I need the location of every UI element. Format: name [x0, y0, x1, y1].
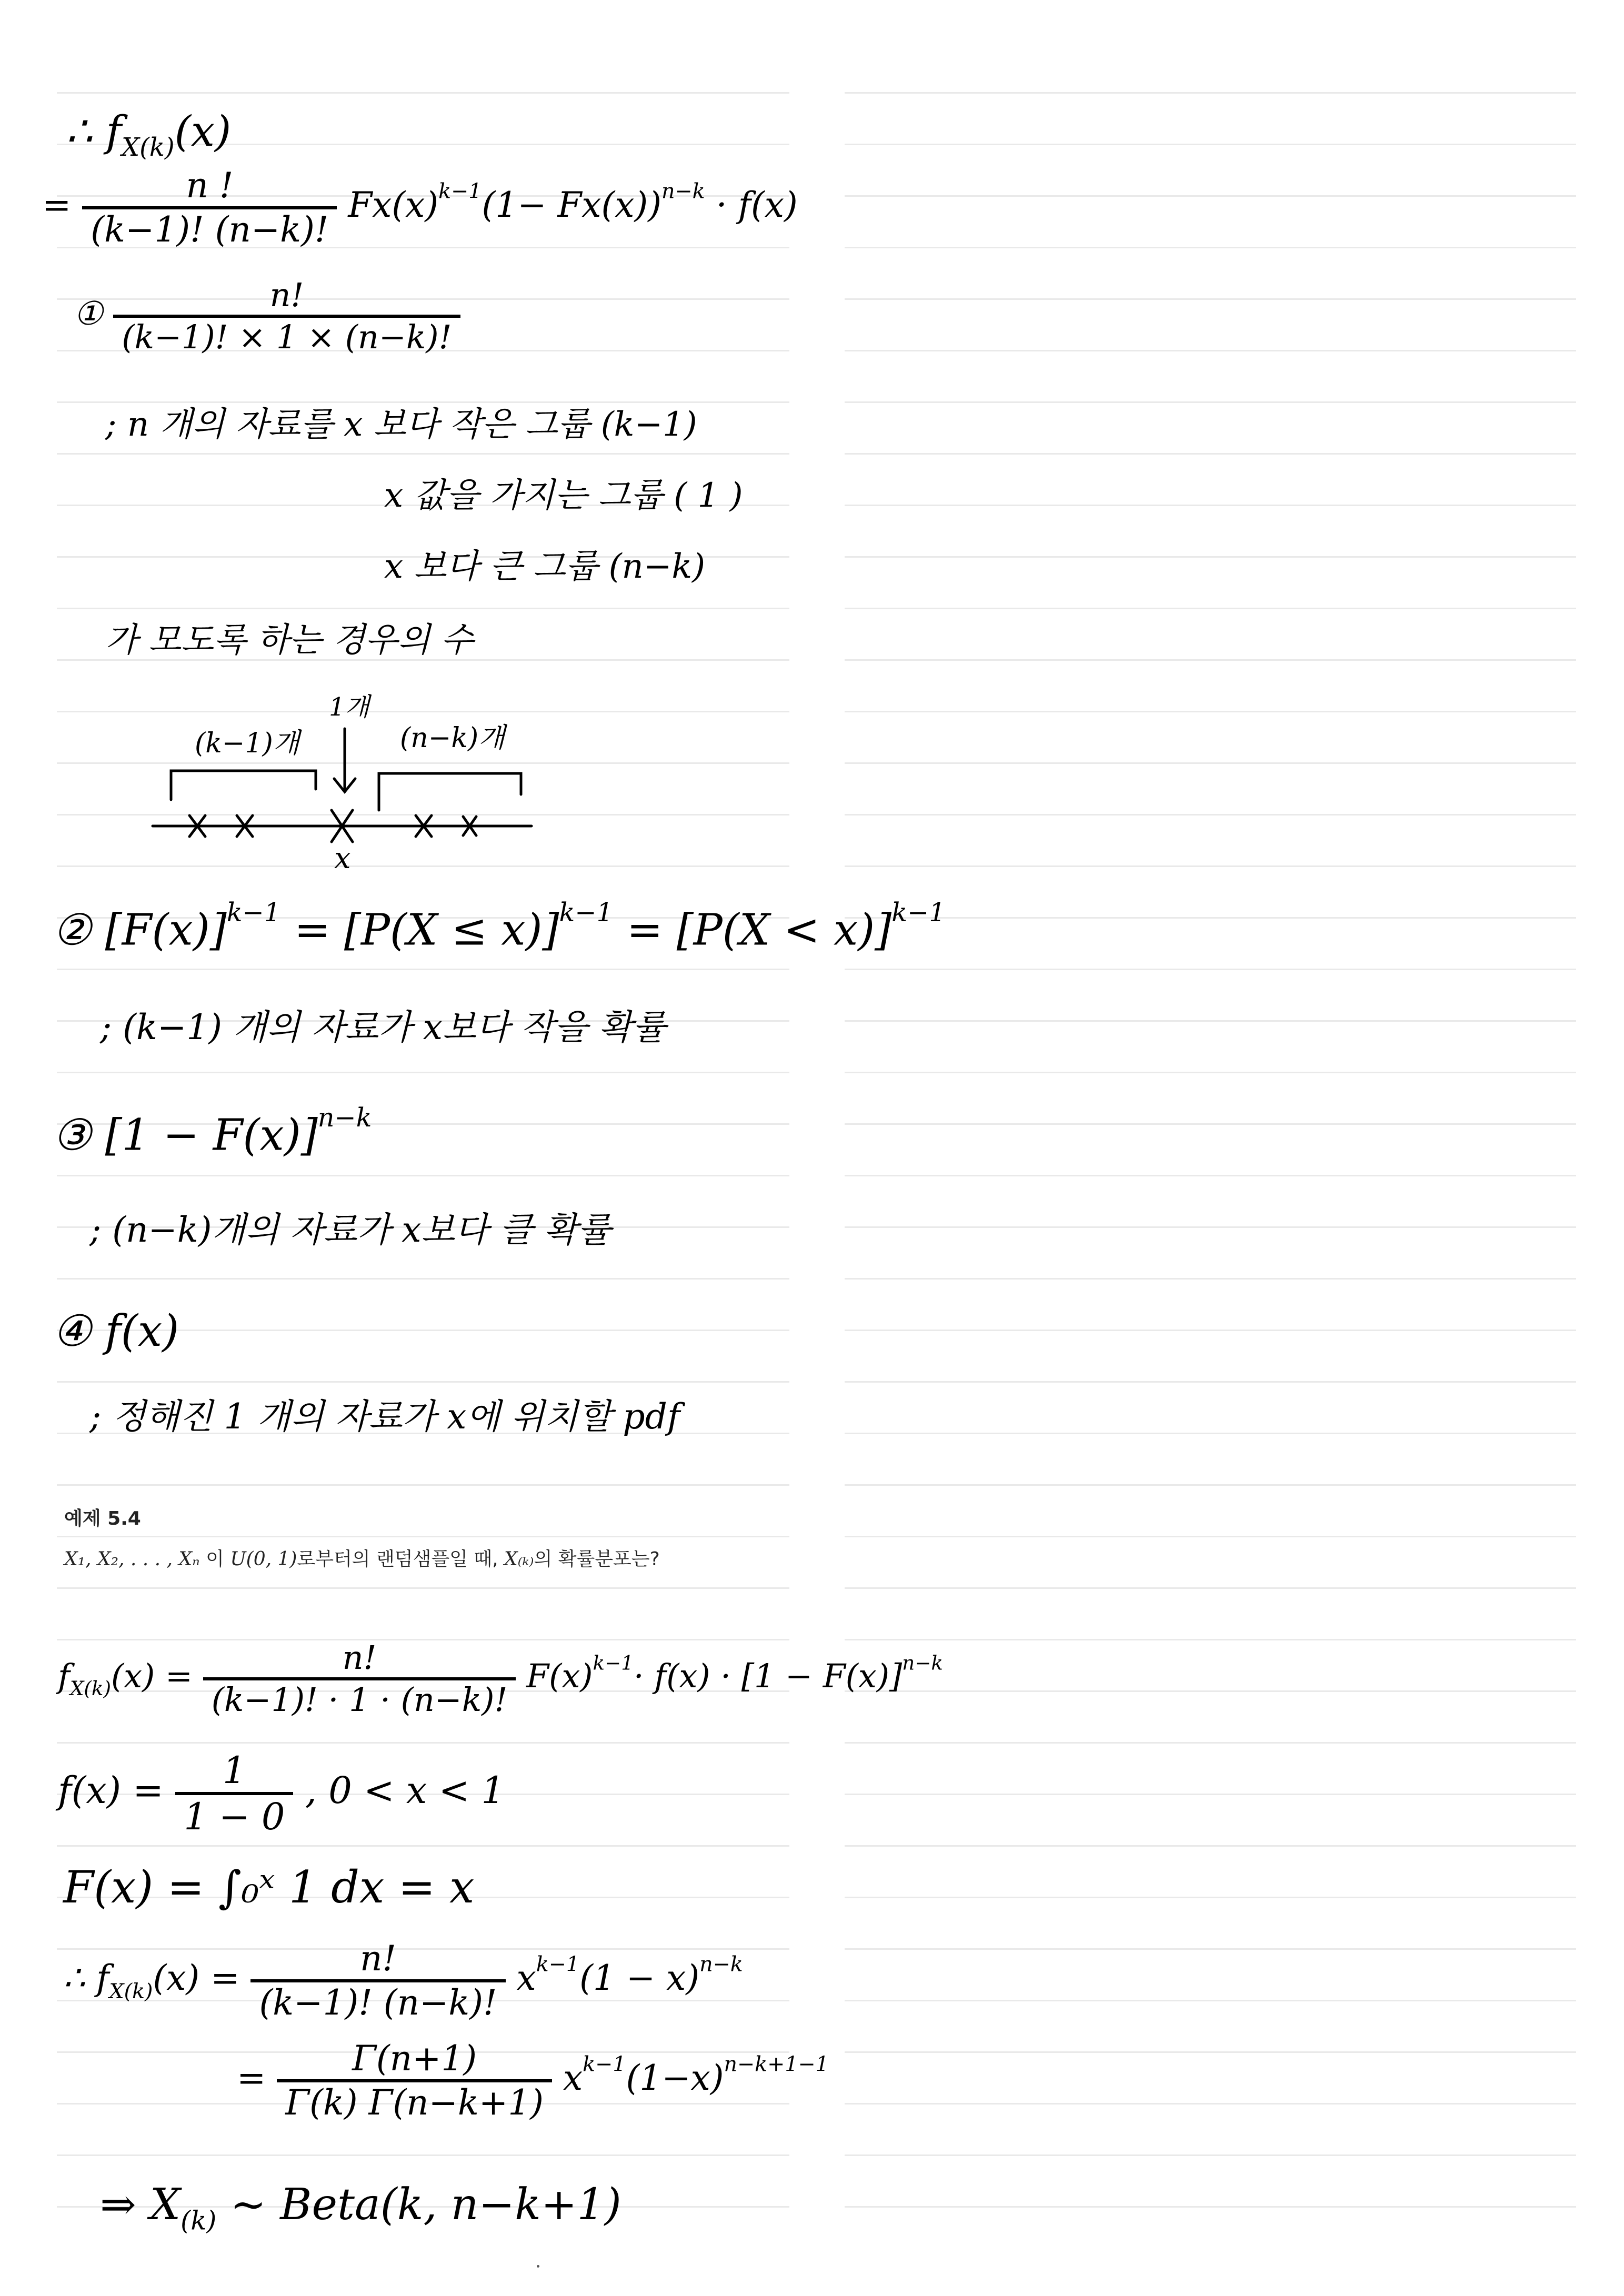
- exp: k−1: [891, 897, 946, 928]
- item-3-lhs: ③ [1 − F(x)]: [53, 1110, 318, 1161]
- stray-dot: [537, 2265, 539, 2268]
- frac-den: 1 − 0: [184, 1795, 285, 1838]
- exp: k−1: [226, 897, 281, 928]
- e5-mid: (1−x): [626, 2058, 724, 2098]
- ruled-line: [845, 1381, 1576, 1383]
- ruled-line: [845, 453, 1576, 455]
- exp: n−k: [902, 1651, 943, 1675]
- ruled-line: [845, 247, 1576, 248]
- solution-line-1: [58, 1638, 943, 1719]
- exp: k−1: [438, 179, 482, 204]
- exp: k−1: [593, 1651, 634, 1675]
- item-3-note: ; (n−k)개의 자료가 x보다 클 확률: [89, 1210, 611, 1250]
- e5-eq: =: [237, 2058, 266, 2098]
- ruled-line: [845, 1433, 1576, 1434]
- ruled-line: [845, 556, 1576, 558]
- item-2-note: ; (k−1) 개의 자료가 x보다 작을 확률: [100, 1007, 666, 1048]
- exp: n−k: [661, 179, 705, 204]
- e1-fraction: [203, 1638, 516, 1719]
- ruled-line: [845, 2206, 1576, 2208]
- ruled-line: [845, 1897, 1576, 1898]
- item-1-fraction: [74, 276, 460, 356]
- ruled-line: [57, 1072, 789, 1073]
- ruled-line: [845, 608, 1576, 609]
- ruled-line: [845, 1330, 1576, 1331]
- ruled-line: [845, 1690, 1576, 1692]
- ruled-line: [845, 1845, 1576, 1847]
- e1-rest: F(x): [526, 1657, 593, 1696]
- e2-lhs: f(x) =: [58, 1769, 164, 1812]
- ruled-line: [845, 1123, 1576, 1125]
- exp: n−k+1−1: [724, 2052, 829, 2077]
- item-2-mid: = [P(X ≤ x)]: [280, 905, 559, 955]
- solution-line-5: [237, 2038, 829, 2123]
- ruled-line: [57, 1845, 789, 1847]
- ruled-line: [845, 505, 1576, 506]
- ruled-line: [57, 969, 789, 970]
- item-2-lhs: ② [F(x)]: [53, 905, 227, 955]
- e1-mid: · f(x) · [1 − F(x)]: [633, 1657, 903, 1696]
- item-2-line: [53, 897, 946, 955]
- frac-den: (k−1)! (n−k)!: [91, 209, 329, 250]
- question-end: 의 확률분포는?: [534, 1548, 660, 1570]
- order-statistic-diagram: [142, 684, 542, 873]
- ruled-line: [845, 1742, 1576, 1744]
- conclusion-line-1: [66, 107, 232, 163]
- ruled-line: [845, 1639, 1576, 1640]
- ruled-line: [845, 969, 1576, 970]
- question-vars: X₁, X₂, . . . , Xₙ: [64, 1548, 200, 1570]
- frac-num: n!: [250, 1941, 505, 1982]
- e5-rest: x: [563, 2058, 583, 2098]
- ruled-line: [845, 711, 1576, 712]
- e4-rest: x: [516, 1958, 536, 1998]
- item-4-line: ④ f(x): [53, 1306, 179, 1356]
- ruled-line: [57, 92, 789, 94]
- exp: n−k: [699, 1952, 743, 1977]
- diagram-x-label: x: [334, 841, 351, 873]
- e6-lhs: ⇒ X: [100, 2180, 181, 2230]
- e2-tail: , 0 < x < 1: [305, 1769, 505, 1812]
- ruled-line: [57, 1484, 789, 1486]
- ruled-line: [57, 1587, 789, 1589]
- right-ruled-column: [845, 0, 1576, 2296]
- hw-l1: ∴ f: [66, 107, 122, 156]
- frac-den: (k−1)! · 1 · (n−k)!: [211, 1680, 508, 1719]
- e5-fraction: [277, 2038, 552, 2123]
- item-1-note-2: x 값을 가지는 그룹 ( 1 ): [384, 476, 743, 515]
- e1-lhs: f: [58, 1657, 70, 1696]
- e4-lhs: ∴ f: [63, 1958, 109, 1998]
- pdf-formula-line: [42, 165, 798, 250]
- e2-fraction: [175, 1749, 293, 1838]
- example-title: 예제 5.4: [64, 1508, 141, 1529]
- exp: k−1: [583, 2052, 626, 2077]
- ruled-line: [845, 1226, 1576, 1228]
- example-question: [64, 1544, 660, 1571]
- exp: k−1: [536, 1952, 580, 1977]
- ruled-line: [57, 1742, 789, 1744]
- frac-den: (k−1)! × 1 × (n−k)!: [122, 318, 452, 356]
- solution-line-6: [100, 2180, 621, 2236]
- e6-sub: (k): [181, 2205, 217, 2236]
- ruled-line: [845, 1020, 1576, 1022]
- ruled-line: [845, 298, 1576, 300]
- solution-line-4: [63, 1938, 743, 2023]
- pdf-fraction: [82, 165, 337, 250]
- number-line-svg: [142, 684, 542, 873]
- hw-l2-rest: Fx(x): [348, 185, 439, 225]
- diagram-left-label: (k−1)개: [195, 728, 299, 759]
- item-1-note-3: x 보다 큰 그룹 (n−k): [384, 547, 706, 586]
- frac-num: 1: [175, 1752, 293, 1795]
- ruled-line: [845, 917, 1576, 919]
- hw-l1-sub: X(k): [121, 133, 175, 163]
- ruled-line: [845, 814, 1576, 815]
- question-dist: U(0, 1): [230, 1548, 297, 1570]
- ruled-line: [57, 1639, 789, 1640]
- question-stat: X₍ₖ₎: [504, 1548, 534, 1570]
- ruled-line: [845, 762, 1576, 764]
- ruled-line: [845, 659, 1576, 661]
- exp: n−k: [317, 1102, 372, 1133]
- question-mid: 이: [199, 1548, 230, 1570]
- hw-l2-mid: (1− Fx(x)): [482, 185, 661, 225]
- e1-x: (x) =: [111, 1657, 193, 1696]
- ruled-line: [845, 92, 1576, 94]
- e4-x: (x) =: [153, 1958, 240, 1998]
- ruled-line: [845, 195, 1576, 197]
- ruled-line: [845, 865, 1576, 867]
- ruled-line: [845, 1278, 1576, 1280]
- e1-sub: X(k): [69, 1677, 111, 1700]
- ruled-line: [57, 453, 789, 455]
- ruled-line: [845, 2051, 1576, 2053]
- ruled-line: [845, 350, 1576, 351]
- ruled-line: [57, 1536, 789, 1537]
- e4-fraction: [250, 1938, 505, 2023]
- e4-mid: (1 − x): [579, 1958, 700, 1998]
- frac-num: Γ(n+1): [277, 2041, 552, 2082]
- item-2-mid2: = [P(X < x)]: [613, 905, 892, 955]
- item-4-note: ; 정해진 1 개의 자료가 x에 위치할 pdf: [89, 1396, 680, 1437]
- ruled-line: [57, 1175, 789, 1176]
- combinatorics-fraction: [113, 276, 460, 356]
- solution-line-2: [58, 1749, 505, 1838]
- ruled-line: [845, 2000, 1576, 2001]
- item-1-note-4: 가 모도록 하는 경우의 수: [105, 621, 474, 660]
- hw-l2-tail: · f(x): [716, 185, 798, 225]
- ruled-line: [845, 1794, 1576, 1795]
- ruled-line: [845, 2154, 1576, 2156]
- ruled-line: [845, 1948, 1576, 1950]
- item-1-note-1: ; n 개의 자료를 x 보다 작은 그룹 (k−1): [105, 405, 697, 444]
- frac-num: n !: [82, 168, 337, 209]
- ruled-line: [845, 401, 1576, 403]
- ruled-line: [57, 1381, 789, 1383]
- ruled-line: [845, 1175, 1576, 1176]
- ruled-line: [845, 1587, 1576, 1589]
- frac-den: (k−1)! (n−k)!: [259, 1982, 497, 2023]
- hw-l1-tail: (x): [174, 107, 232, 156]
- exp: k−1: [559, 897, 613, 928]
- ruled-line: [57, 608, 789, 609]
- diagram-right-label: (n−k)개: [400, 722, 505, 754]
- ruled-line: [845, 1072, 1576, 1073]
- ruled-line: [845, 1484, 1576, 1486]
- ruled-line: [57, 2154, 789, 2156]
- frac-den: Γ(k) Γ(n−k+1): [285, 2082, 544, 2123]
- ruled-line: [845, 2103, 1576, 2104]
- ruled-line: [845, 1536, 1576, 1537]
- hw-l2-eq: =: [42, 185, 72, 225]
- solution-line-3: F(x) = ∫₀ˣ 1 dx = x: [63, 1861, 475, 1913]
- diagram-mid-label: 1개: [329, 692, 369, 722]
- ruled-line: [845, 144, 1576, 145]
- question-text: 로부터의 랜덤샘플일 때,: [297, 1548, 505, 1570]
- ruled-line: [57, 1278, 789, 1280]
- item-1-marker: ①: [74, 294, 103, 333]
- frac-num: n!: [203, 1642, 516, 1680]
- e4-sub: X(k): [109, 1979, 153, 2003]
- ruled-line: [57, 401, 789, 403]
- e6-tail: ~ Beta(k, n−k+1): [216, 2180, 621, 2230]
- item-3-line: [53, 1102, 372, 1161]
- frac-num: n!: [113, 279, 460, 318]
